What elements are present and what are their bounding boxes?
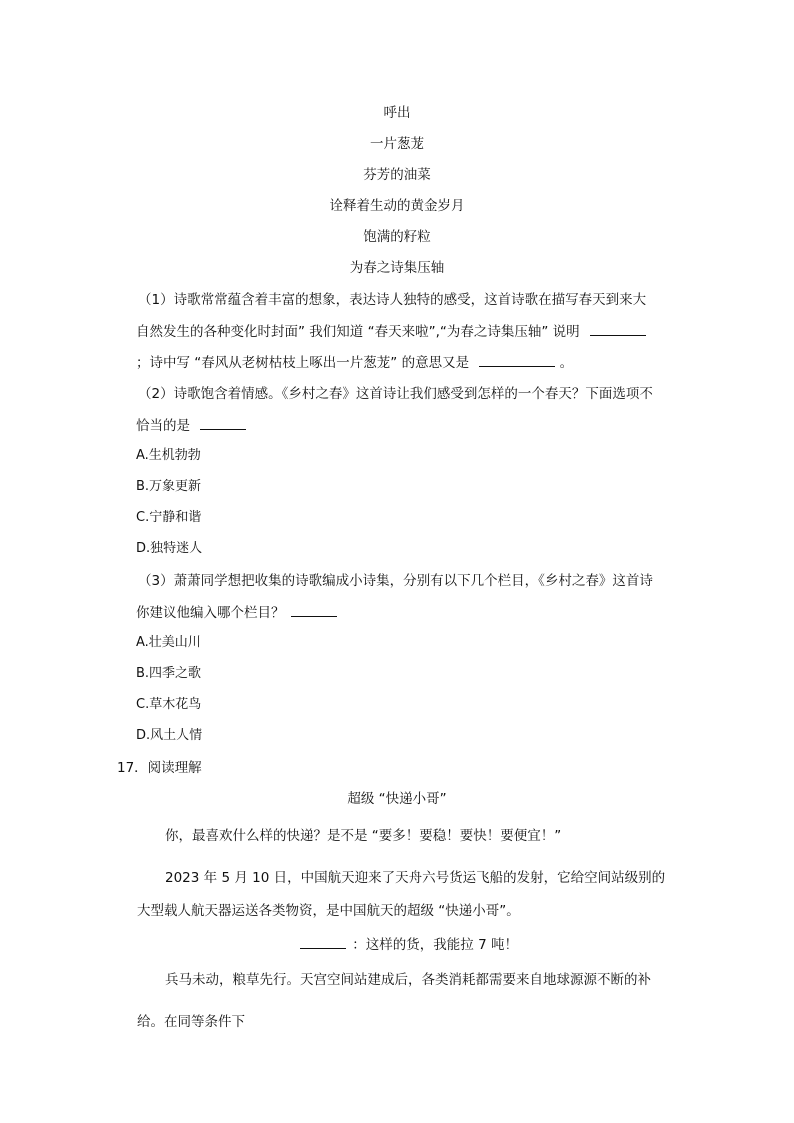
- q3-option-c: C.草木花鸟: [136, 697, 202, 712]
- q3-line-1: （3）萧萧同学想把收集的诗歌编成小诗集，分别有以下几个栏目，《乡村之春》这首诗: [138, 573, 653, 589]
- q2-option-a: A.生机勃勃: [136, 448, 201, 463]
- q3-option-b: B.四季之歌: [136, 666, 202, 681]
- q1-line-1: （1）诗歌常常蕴含着丰富的想象，表达诗人独特的感受，这首诗歌在描写春天到来大: [138, 292, 647, 308]
- q17-label: 17．阅读理解: [117, 760, 202, 776]
- article-paragraph-2-line-2: 大型载人航天器运送各类物资，是中国航天的超级 “快递小哥”。: [137, 903, 520, 919]
- q1-answer-blank-1[interactable]: [590, 321, 646, 336]
- article-paragraph-3-line-2: 给。在同等条件下: [137, 1014, 245, 1030]
- poem-line-1: 呼出: [383, 105, 411, 121]
- q2-option-d: D.独特迷人: [136, 541, 203, 556]
- article-subheading: [300, 934, 518, 955]
- q1-line-2: [136, 321, 646, 342]
- q2-line-2: [136, 415, 246, 436]
- subheading-text: ：这样的货，我能拉 7 吨！: [352, 937, 518, 953]
- q2-option-c: C.宁静和谐: [136, 510, 202, 525]
- article-paragraph-2-line-1: 2023 年 5 月 10 日，中国航天迎来了天舟六号货运飞船的发射，它给空间站级别的: [165, 870, 666, 886]
- poem-line-4: 诠释着生动的黄金岁月: [329, 198, 465, 214]
- poem-line-5: 饱满的籽粒: [363, 229, 431, 245]
- subheading-answer-blank[interactable]: [300, 934, 346, 949]
- article-paragraph-1: 你，最喜欢什么样的快递？是不是 “要多！要稳！要快！要便宜！”: [165, 828, 562, 844]
- q1-line-3: [136, 352, 573, 373]
- q2-answer-blank[interactable]: [200, 415, 246, 430]
- q3-option-a: A.壮美山川: [136, 635, 201, 650]
- article-title: 超级 “快递小哥”: [347, 791, 447, 807]
- poem-line-2: 一片葱茏: [370, 136, 424, 152]
- poem-line-6: 为春之诗集压轴: [349, 260, 445, 276]
- poem-line-3: 芬芳的油菜: [363, 167, 431, 183]
- q3-line-2: [136, 602, 337, 623]
- q1-line-3-end: 。: [559, 355, 574, 371]
- article-paragraph-3-line-1: 兵马未动，粮草先行。天宫空间站建成后，各类消耗都需要来自地球源源不断的补: [165, 972, 651, 988]
- q1-answer-blank-2[interactable]: [479, 352, 555, 367]
- q3-line-2-text: 你建议他编入哪个栏目？: [136, 605, 285, 621]
- q3-answer-blank[interactable]: [291, 602, 337, 617]
- q3-option-d: D.风土人情: [136, 728, 203, 743]
- q1-line-2-text: 自然发生的各种变化时封面” 我们知道 “春天来啦”,“为春之诗集压轴” 说明: [136, 324, 580, 340]
- q1-line-3-text: ；诗中写 “春风从老树枯枝上啄出一片葱茏” 的意思又是: [136, 355, 470, 371]
- q2-option-b: B.万象更新: [136, 479, 202, 494]
- q2-line-1: （2）诗歌饱含着情感。《乡村之春》这首诗让我们感受到怎样的一个春天？下面选项不: [138, 386, 653, 402]
- q2-line-2-text: 恰当的是: [136, 418, 190, 434]
